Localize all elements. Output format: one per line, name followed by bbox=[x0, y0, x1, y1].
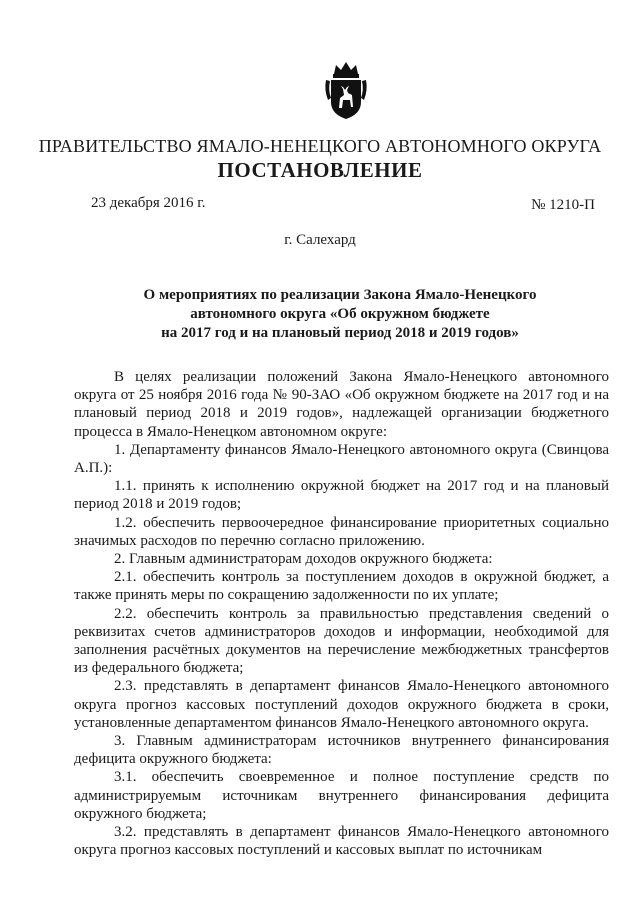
paragraph-item-3-1: 3.1. обеспечить своевременное и полное поступление средств по администрируемым источникам внутреннего финансирования дефицита окружного бюджета; bbox=[74, 769, 609, 822]
government-name: ПРАВИТЕЛЬСТВО ЯМАЛО-НЕНЕЦКОГО АВТОНОМНОГО ОКРУГА bbox=[38, 136, 602, 156]
document-city: г. Салехард bbox=[284, 232, 356, 248]
paragraph-item-2-3: 2.3. представлять в департамент финансов Ямало-Ненецкого автономного округа прогноз кассовых поступлений доходов окружного бюджета в сроки, установленные департаментом финансов Ямало-Ненецкого автономного округа. bbox=[74, 678, 609, 731]
coat-of-arms-icon bbox=[322, 60, 370, 122]
paragraph-item-2-1: 2.1. обеспечить контроль за поступлением доходов в окружной бюджет, а также принять меры по сокращению задолженности по их уплате; bbox=[74, 569, 609, 604]
paragraph-item-1-2: 1.2. обеспечить первоочередное финансирование приоритетных социально значимых расходов по перечню согласно приложению. bbox=[74, 514, 609, 549]
heading-line: О мероприятиях по реализации Закона Ямало-Ненецкого bbox=[143, 287, 537, 303]
document-body bbox=[74, 368, 609, 859]
paragraph-item-2-2: 2.2. обеспечить контроль за правильностью представления сведений о реквизитах счетов администраторов доходов и информации, необходимой для заполнения расчётных документов на перечисление межбюджетных трансфертов из федерального бюджета; bbox=[74, 605, 609, 677]
paragraph-item-3: 3. Главным администраторам источников внутреннего финансирования дефицита окружного бюджета: bbox=[74, 733, 609, 768]
document-number: № 1210-П bbox=[531, 197, 595, 213]
document-date: 23 декабря 2016 г. bbox=[91, 195, 206, 211]
paragraph-item-1: 1. Департаменту финансов Ямало-Ненецкого автономного округа (Свинцова А.П.): bbox=[74, 441, 609, 477]
paragraph-item-2: 2. Главным администраторам доходов окружного бюджета: bbox=[114, 551, 493, 568]
heading-line: автономного округа «Об окружном бюджете bbox=[190, 306, 490, 322]
paragraph-item-1-1: 1.1. принять к исполнению окружной бюджет на 2017 год и на плановый период 2018 и 2019 годов; bbox=[74, 478, 609, 513]
paragraph-preamble: В целях реализации положений Закона Ямало-Ненецкого автономного округа от 25 ноября 2016 года № 90-ЗАО «Об окружном бюджете на 2017 год и на плановый период 2018 и 2019 годов», надлежащей организации бюджетного процесса в Ямало-Ненецком автономном округе: bbox=[74, 369, 609, 440]
heading-line: на 2017 год и на плановый период 2018 и 2019 годов» bbox=[161, 325, 519, 341]
paragraph-item-3-2: 3.2. представлять в департамент финансов Ямало-Ненецкого автономного округа прогноз кассовых поступлений и кассовых выплат по источникам bbox=[74, 824, 609, 859]
document-type: ПОСТАНОВЛЕНИЕ bbox=[217, 158, 423, 182]
document-heading bbox=[120, 286, 560, 343]
